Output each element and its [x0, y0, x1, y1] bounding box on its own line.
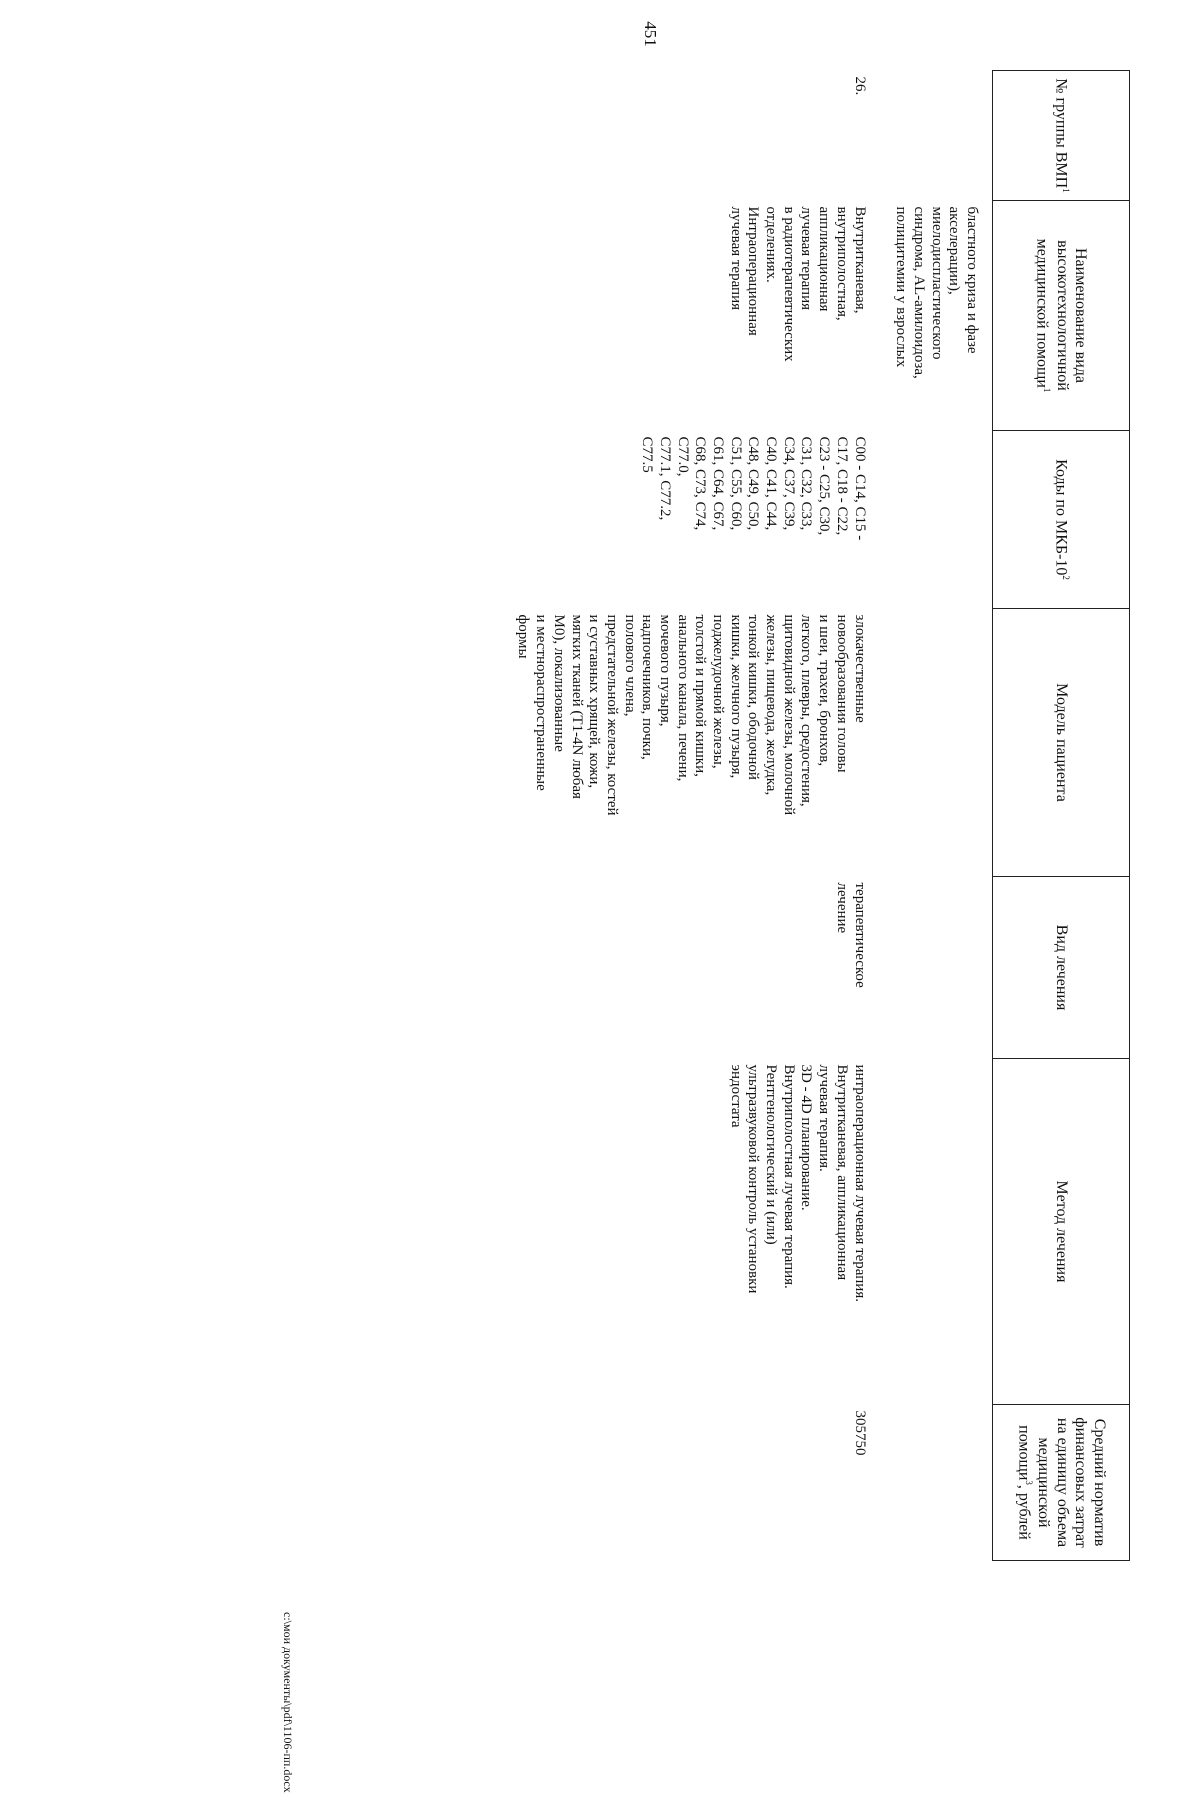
- landscape-sheet: [70, 70, 1130, 1560]
- header-treatment-method: Метод лечения: [993, 1059, 1130, 1405]
- cell-name: бластного криза и фазе акселерации), миелодиспластического синдрома, AL-амилоидоза, полицитемии у взрослых: [893, 206, 980, 379]
- table-row-26: [512, 71, 874, 1561]
- cell-name: Внутритканевая, внутриполостная, аппликационная лучевая терапия в радиотерапевтических отделениях. Интраоперационная лучевая терапия: [727, 206, 868, 362]
- cell-codes: C00 - C14, C15 - C17, C18 - C22, C23 - C25, C30, C31, C32, C33, C34, C37, C39, C40, C41, C44, C48, C49, C50, C51, C55, C60, C61, C64, C67, C68, C73, C74, C77.0, C77.1, C77.2, C77.5: [639, 436, 868, 541]
- header-treatment-type: Вид лечения: [993, 877, 1130, 1059]
- cell-type: [874, 877, 993, 1059]
- table-row-continuation: [874, 71, 993, 1561]
- header-cost-norm: Средний норматив финансовых затрат на единицу объема медицинской помощи$^3$, рублей: [993, 1405, 1130, 1561]
- cell-cost: [874, 1405, 993, 1561]
- page-number: 451: [641, 21, 660, 47]
- cell-method: интраоперационная лучевая терапия. Внутритканевая, аппликационная лучевая терапия. 3D - 4D планирование. Внутриполостная лучевая терапия. Рентгенологический и (или) ультразвуковой контроль установки эндостата: [727, 1064, 868, 1302]
- header-patient-model: Модель пациента: [993, 609, 1130, 877]
- cell-method: [874, 1059, 993, 1405]
- cell-codes: [874, 431, 993, 609]
- vmp-table: [512, 70, 1130, 1561]
- cell-num: 26.: [851, 76, 868, 96]
- cell-cost: 305750: [851, 1410, 868, 1456]
- cell-type: терапевтическое лечение: [833, 882, 868, 988]
- header-icd-codes: Коды по МКБ-$10^2$: [993, 431, 1130, 609]
- cell-model: [874, 609, 993, 877]
- cell-model: злокачественные новообразования головы и шеи, трахеи, бронхов, легкого, плевры, средостения, щитовидной железы, молочной железы, пищевода, желудка, тонкой кишки, ободочной кишки, желчного пузыря, поджелудочной железы, толстой и прямой кишки, анального канала, печени, мочевого пузыря, надпочечников, почки, полового члена, предстательной железы, костей и суставных хрящей, кожи, мягких тканей (T1-4N любая M0), локализованные и местнораспространенные формы: [515, 614, 868, 816]
- header-care-type-name: Наименование вида высокотехнологичной медицинской помощи$^1$: [993, 201, 1130, 431]
- header-group-number: № группы ВМП$^1$: [993, 71, 1130, 201]
- cell-num: [874, 71, 993, 201]
- footer-file-path: c:\мои документы\pdf\1106-пп.docx: [281, 1612, 295, 1793]
- header-row: [993, 71, 1130, 1561]
